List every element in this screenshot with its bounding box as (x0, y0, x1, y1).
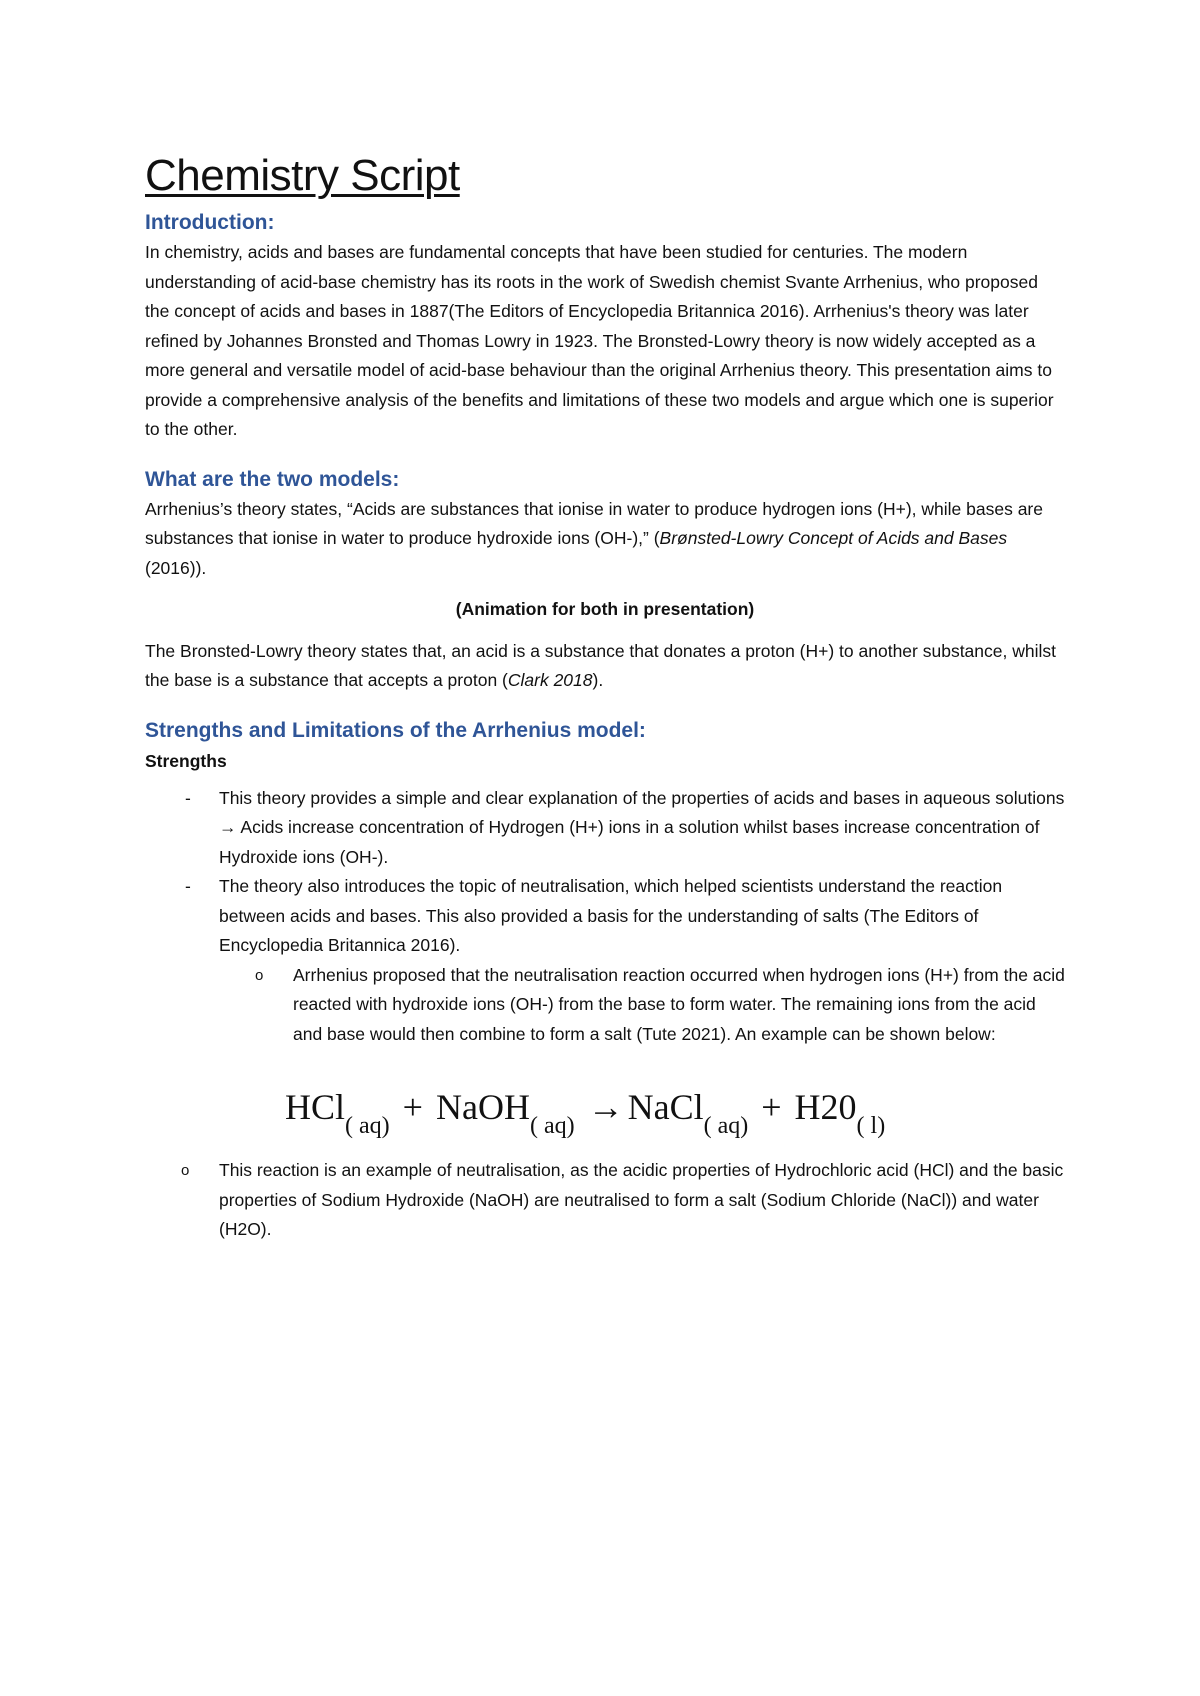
circle-bullet-marker: o (255, 966, 264, 984)
equation-state-hcl: ( aq) (345, 1113, 390, 1139)
equation-plus: + (402, 1087, 423, 1127)
equation-hcl: HCl (285, 1087, 346, 1127)
sub-bullet-text: This reaction is an example of neutralisation, as the acidic properties of Hydrochloric acid (HCl) and the basic properties of Sodium Hydroxide (NaOH) are neutralised to form a salt (Sodium Chloride (NaCl)) and water (H2O). (219, 1160, 1064, 1239)
equation-arrow: → (587, 1087, 624, 1127)
dash-bullet-marker: - (185, 787, 191, 808)
equation-state-water: ( l) (856, 1113, 886, 1139)
introduction-heading: Introduction: (145, 211, 275, 234)
sub-bullet-text: Arrhenius proposed that the neutralisation reaction occurred when hydrogen ions (H+) from the acid reacted with hydroxide ions (OH-) from the base to form water. The remaining ions from the acid and base would then combine to form a salt (Tute 2021). An example can be shown below: (293, 964, 1065, 1044)
circle-bullet-marker: o (181, 1162, 190, 1179)
arrhenius-citation: Brønsted-Lowry Concept of Acids and Bases (659, 528, 1008, 548)
equation-nacl: NaCl (627, 1087, 704, 1127)
strengths-subheading: Strengths (145, 750, 227, 771)
equation-water: H20 (794, 1087, 857, 1127)
list-item (145, 1156, 1065, 1245)
bronsted-definition-paragraph (145, 637, 1065, 696)
document-page (145, 150, 1065, 1245)
list-item (145, 872, 1065, 1049)
strengths-list (145, 784, 1065, 1050)
bronsted-citation-end: ). (592, 670, 604, 690)
equation-plus: + (761, 1087, 782, 1127)
sub-bullet-list (145, 1156, 1065, 1245)
neutralisation-equation (145, 1085, 1065, 1139)
two-models-heading: What are the two models: (145, 467, 400, 491)
strengths-limitations-heading: Strengths and Limitations of the Arrhenius model: (145, 718, 646, 742)
arrhenius-citation-end: (2016)). (145, 557, 207, 578)
equation-state-nacl: ( aq) (703, 1113, 749, 1139)
bronsted-definition-text: The Bronsted-Lowry theory states that, an acid is a substance that donates a proton (H+) to another substance, whilst the base is a substance that accepts a proton ( (145, 640, 1056, 690)
dash-bullet-marker: - (185, 876, 191, 896)
bronsted-citation: Clark 2018 (507, 670, 593, 690)
animation-note: (Animation for both in presentation) (455, 599, 755, 619)
equation-state-naoh: ( aq) (529, 1113, 575, 1139)
arrhenius-definition-text: Arrhenius’s theory states, “Acids are substances that ionise in water to produce hydrogen ions (H+), while bases are substances that ionise in water to produce hydroxide ions (OH-),” ( (145, 498, 1043, 548)
strength-bullet-text: This theory provides a simple and clear explanation of the properties of acids and bases in aqueous solutions → Acids increase concentration of Hydrogen (H+) ions in a solution whilst bases increase concentration of Hydroxide ions (OH-). (219, 787, 1065, 867)
equation-naoh: NaOH (435, 1087, 530, 1127)
document-title: Chemistry Script (145, 151, 460, 200)
list-item (145, 784, 1065, 873)
sub-bullet-list (145, 961, 1065, 1050)
arrhenius-definition-paragraph (145, 495, 1065, 584)
strength-bullet-text: The theory also introduces the topic of neutralisation, which helped scientists understand the reaction between acids and bases. This also provided a basis for the understanding of salts (The Editors of Encyclopedia Britannica 2016). (219, 876, 1003, 955)
introduction-paragraph: In chemistry, acids and bases are fundamental concepts that have been studied for centuries. The modern understanding of acid-base chemistry has its roots in the work of Swedish chemist Svante Arrhenius, who proposed the concept of acids and bases in 1887(The Editors of Encyclopedia Britannica 2016). Arrhenius's theory was later refined by Johannes Bronsted and Thomas Lowry in 1923. The Bronsted-Lowry theory is now widely accepted as a more general and versatile model of acid-base behaviour than the original Arrhenius theory. This presentation aims to provide a comprehensive analysis of the benefits and limitations of these two models and argue which one is superior to the other. (145, 242, 1054, 439)
list-item (145, 961, 1065, 1050)
